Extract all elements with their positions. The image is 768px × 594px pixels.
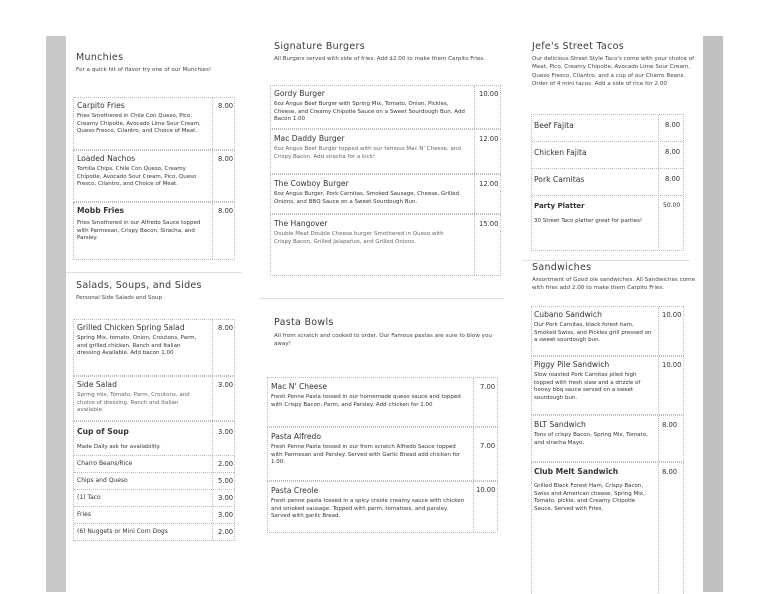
item-name: The Cowboy Burger xyxy=(274,179,349,188)
menu-item-cubano-sandwich[interactable] xyxy=(531,306,684,356)
menu-item-pork-carnitas[interactable] xyxy=(532,169,683,196)
item-price: 12.00 xyxy=(479,135,499,143)
side-name: (1) Taco xyxy=(77,494,101,501)
sandwiches-title: Sandwiches xyxy=(532,262,592,273)
item-price: 8.00 xyxy=(218,207,234,215)
item-name: Pork Carnitas xyxy=(534,175,585,184)
item-price: 10.00 xyxy=(476,486,496,494)
right-page-edge xyxy=(703,36,723,592)
sides-list xyxy=(73,456,235,541)
tacos-desc: Our delicious Street Style Taco's come with your choice of Meat, Pico, Creamy Chipotle, Avocado Lime Sour Cream, Queso Fresco, Cilantro, and a cup of our Charro Beans. Order of 4 mini tacos. Add a side of rice for 2.00 xyxy=(532,56,695,88)
item-name: Piggy Pile Sandwich xyxy=(534,360,610,369)
munchies-title: Munchies xyxy=(76,52,124,63)
menu-item-cowboy-burger[interactable] xyxy=(270,174,501,214)
burgers-desc: All Burgers served with side of fries. Add $2.00 to make them Carpito Fries. xyxy=(274,56,486,62)
section-divider xyxy=(522,260,690,261)
menu-item-beef-fajita[interactable] xyxy=(532,115,683,142)
salads-header xyxy=(76,280,242,302)
sandwiches-header xyxy=(532,262,698,293)
item-desc: Grilled Black Forest Ham, Crispy Bacon, Swiss and American cheese, Spring Mix, Tomato, pickle, and Creamy Chipotle Sauce. Served with Fries. xyxy=(534,483,645,512)
item-name: The Hangover xyxy=(274,219,328,228)
menu-item-pasta-alfredo[interactable] xyxy=(267,427,498,481)
menu-item-mobb-fries[interactable] xyxy=(73,202,235,260)
menu-item-loaded-nachos[interactable] xyxy=(73,150,235,202)
tacos-title: Jefe's Street Tacos xyxy=(532,41,625,52)
item-name: Mac Daddy Burger xyxy=(274,134,345,143)
item-name: Club Melt Sandwich xyxy=(534,467,619,476)
item-price: 7.00 xyxy=(480,383,496,391)
item-name: BLT Sandwich xyxy=(534,420,586,429)
item-name: Cubano Sandwich xyxy=(534,310,602,319)
side-row-nuggets[interactable] xyxy=(74,524,234,541)
item-price: 12.00 xyxy=(479,180,499,188)
burgers-title: Signature Burgers xyxy=(274,41,365,52)
left-page-edge xyxy=(46,36,66,592)
item-name: Party Platter xyxy=(534,202,585,210)
item-desc: Spring Mix, tomato, Onion, Croutons, Parm, and grilled chicken. Ranch and Italian dressing Available. Add bacon 1.00 xyxy=(77,335,197,357)
item-price: 7.00 xyxy=(480,442,496,450)
item-price: 50.00 xyxy=(663,202,681,209)
item-desc: Fries Smothered in Chile Con Queso, Pico, Creamy Chipotle, Avocado Lime Sour Cream, Queso Fresco, Cilantro, and Choice of Meat. xyxy=(77,113,201,135)
item-desc: Slow roasted Pork Carnitas piled high topped with fresh slaw and a drizzle of honey bbq sauce served on a sweet sourdough bun. xyxy=(534,372,641,401)
tacos-list xyxy=(531,114,684,251)
item-desc: Spring mix, Tomato, Parm, Croutons, and choice of dressing. Ranch and Italian available. xyxy=(77,392,190,414)
menu-item-mac-daddy-burger[interactable] xyxy=(270,129,501,174)
item-price: 10.00 xyxy=(662,361,682,369)
item-name: Loaded Nachos xyxy=(77,154,136,163)
salads-desc: Personal Side Salads and Soup xyxy=(76,295,163,301)
menu-item-side-salad[interactable] xyxy=(73,376,235,421)
side-row-chips-queso[interactable] xyxy=(74,473,234,490)
menu-item-carpito-fries[interactable] xyxy=(73,97,235,150)
item-price: 8.00 xyxy=(218,155,234,163)
item-price: 3.00 xyxy=(218,381,234,389)
item-name: Grilled Chicken Spring Salad xyxy=(77,323,185,332)
item-name: Mobb Fries xyxy=(77,206,125,215)
menu-item-blt-sandwich[interactable] xyxy=(531,415,684,462)
menu-item-grilled-chicken-salad[interactable] xyxy=(73,319,235,376)
sandwiches-desc: Assortment of Good ole sandwiches. All Sandwiches come with fries add 2.00 to make them Carpito Fries. xyxy=(532,277,696,292)
item-desc: 6oz Angus Beef Burger with Spring Mix, Tomato, Onion, Pickles, Cheese, and Creamy Chipotle Sauce on a Sweet Sourdough Bun. Add Bacon 1.00 xyxy=(274,101,465,123)
menu-item-piggy-pile-sandwich[interactable] xyxy=(531,356,684,415)
menu-item-chicken-fajita[interactable] xyxy=(532,142,683,169)
side-name: Chips and Queso xyxy=(77,477,128,484)
item-name: Beef Fajita xyxy=(534,121,574,130)
item-name: Pasta Alfredo xyxy=(271,432,321,441)
item-desc: Made Daily ask for availability. xyxy=(77,444,161,450)
side-price: 5.00 xyxy=(218,477,234,485)
side-price: 2.00 xyxy=(218,460,234,468)
item-desc: Fresh Penne Pasta tossed in our from scratch Alfredo Sauce topped with Parmesan and Parsley. Served with Garlic Bread add chicken for 1.00. xyxy=(271,444,461,466)
menu-item-pasta-creole[interactable] xyxy=(267,481,498,533)
item-desc: Tons of crispy Bacon, Spring Mix, Tomato, and siracha Mayo. xyxy=(534,432,648,446)
item-price: 8.00 xyxy=(218,324,234,332)
burgers-header xyxy=(274,41,502,63)
item-price: 8.00 xyxy=(665,148,681,156)
menu-item-cup-of-soup[interactable] xyxy=(73,421,235,456)
item-name: Cup of Soup xyxy=(77,427,129,436)
item-name: Mac N' Cheese xyxy=(271,382,328,391)
item-price: 15.00 xyxy=(479,220,499,228)
pasta-desc: All from scratch and cooked to order. Our Famous pastas are sure to blow you away! xyxy=(274,333,492,348)
section-divider xyxy=(66,272,242,273)
side-price: 3.00 xyxy=(218,511,234,519)
item-name: Side Salad xyxy=(77,380,117,389)
menu-item-mac-n-cheese[interactable] xyxy=(267,377,498,427)
item-price: 8.00 xyxy=(662,468,678,476)
section-divider xyxy=(260,298,504,299)
item-desc: 6oz Angus Beef Burger topped with our famous Mac N' Cheese, and Crispy Bacon. Add siracha for a kick! xyxy=(274,146,461,160)
item-desc: Fresh Penne Pasta tossed in our homemade queso sauce and topped with Crispy Bacon, Parm, and Parsley. Add chicken for 1.00 xyxy=(271,394,461,408)
side-name: (6) Nuggets or Mini Corn Dogs xyxy=(77,528,168,535)
item-desc: Double Meat Double Cheese burger Smothered in Queso with Crispy Bacon, Grilled Jalapeños, and Grilled Onions. xyxy=(274,231,444,245)
item-name: Chicken Fajita xyxy=(534,148,587,157)
side-row-fries[interactable] xyxy=(74,507,234,524)
item-price: 10.00 xyxy=(662,311,682,319)
side-name: Fries xyxy=(77,511,91,518)
menu-item-club-melt-sandwich[interactable] xyxy=(531,462,684,594)
menu-item-the-hangover[interactable] xyxy=(270,214,501,276)
side-price: 2.00 xyxy=(218,528,234,536)
item-price: 8.00 xyxy=(665,175,681,183)
side-price: 3.00 xyxy=(218,494,234,502)
item-name: Carpito Fries xyxy=(77,101,125,110)
item-desc: Fresh penne pasta tossed in a spicy creole creamy sauce with chicken and smoked sausage. Topped with parm, tomatoes, and parsley. Served with garlic Bread. xyxy=(271,498,465,520)
item-desc: Our Pork Carnitas, black forest ham, Smoked Swiss, and Pickles grill pressed on a sweet sourdough bun. xyxy=(534,322,652,344)
munchies-desc: For a quick hit of flavor try one of our Munchies! xyxy=(76,67,212,73)
item-price: 8.00 xyxy=(665,121,681,129)
munchies-header xyxy=(76,52,242,74)
item-price: 8.00 xyxy=(218,102,234,110)
salads-title: Salads, Soups, and Sides xyxy=(76,280,202,291)
item-desc: 6oz Angus Burger, Pork Carnitas, Smoked Sausage, Cheese, Grilled Onions, and BBQ Sauce on a Sweet Sourdough Bun. xyxy=(274,191,459,205)
side-name: Charro Beans/Rice xyxy=(77,460,133,467)
side-row-taco[interactable] xyxy=(74,490,234,507)
pasta-title: Pasta Bowls xyxy=(274,317,334,328)
item-desc: Fries Smothered in our Alfredo Sauce topped with Parmesan, Crispy Bacon, Siracha, and Parsley. xyxy=(77,220,201,242)
item-desc: 30 Street Taco platter great for parties! xyxy=(534,218,643,224)
item-name: Pasta Creole xyxy=(271,486,319,495)
item-price: 3.00 xyxy=(218,428,234,436)
tacos-header xyxy=(532,41,698,89)
menu-item-gordy-burger[interactable] xyxy=(270,85,501,129)
menu-item-party-platter[interactable] xyxy=(532,196,683,250)
side-row-charro-beans[interactable] xyxy=(74,456,234,473)
item-price: 8.00 xyxy=(662,421,678,429)
item-price: 10.00 xyxy=(479,90,499,98)
item-desc: Tortilla Chips, Chile Con Queso, Creamy Chipotle, Avocado Sour Cream, Pico, Queso Fresco, Cilantro, and Choice of Meat. xyxy=(77,166,197,188)
pasta-header xyxy=(274,317,502,349)
item-name: Gordy Burger xyxy=(274,89,325,98)
